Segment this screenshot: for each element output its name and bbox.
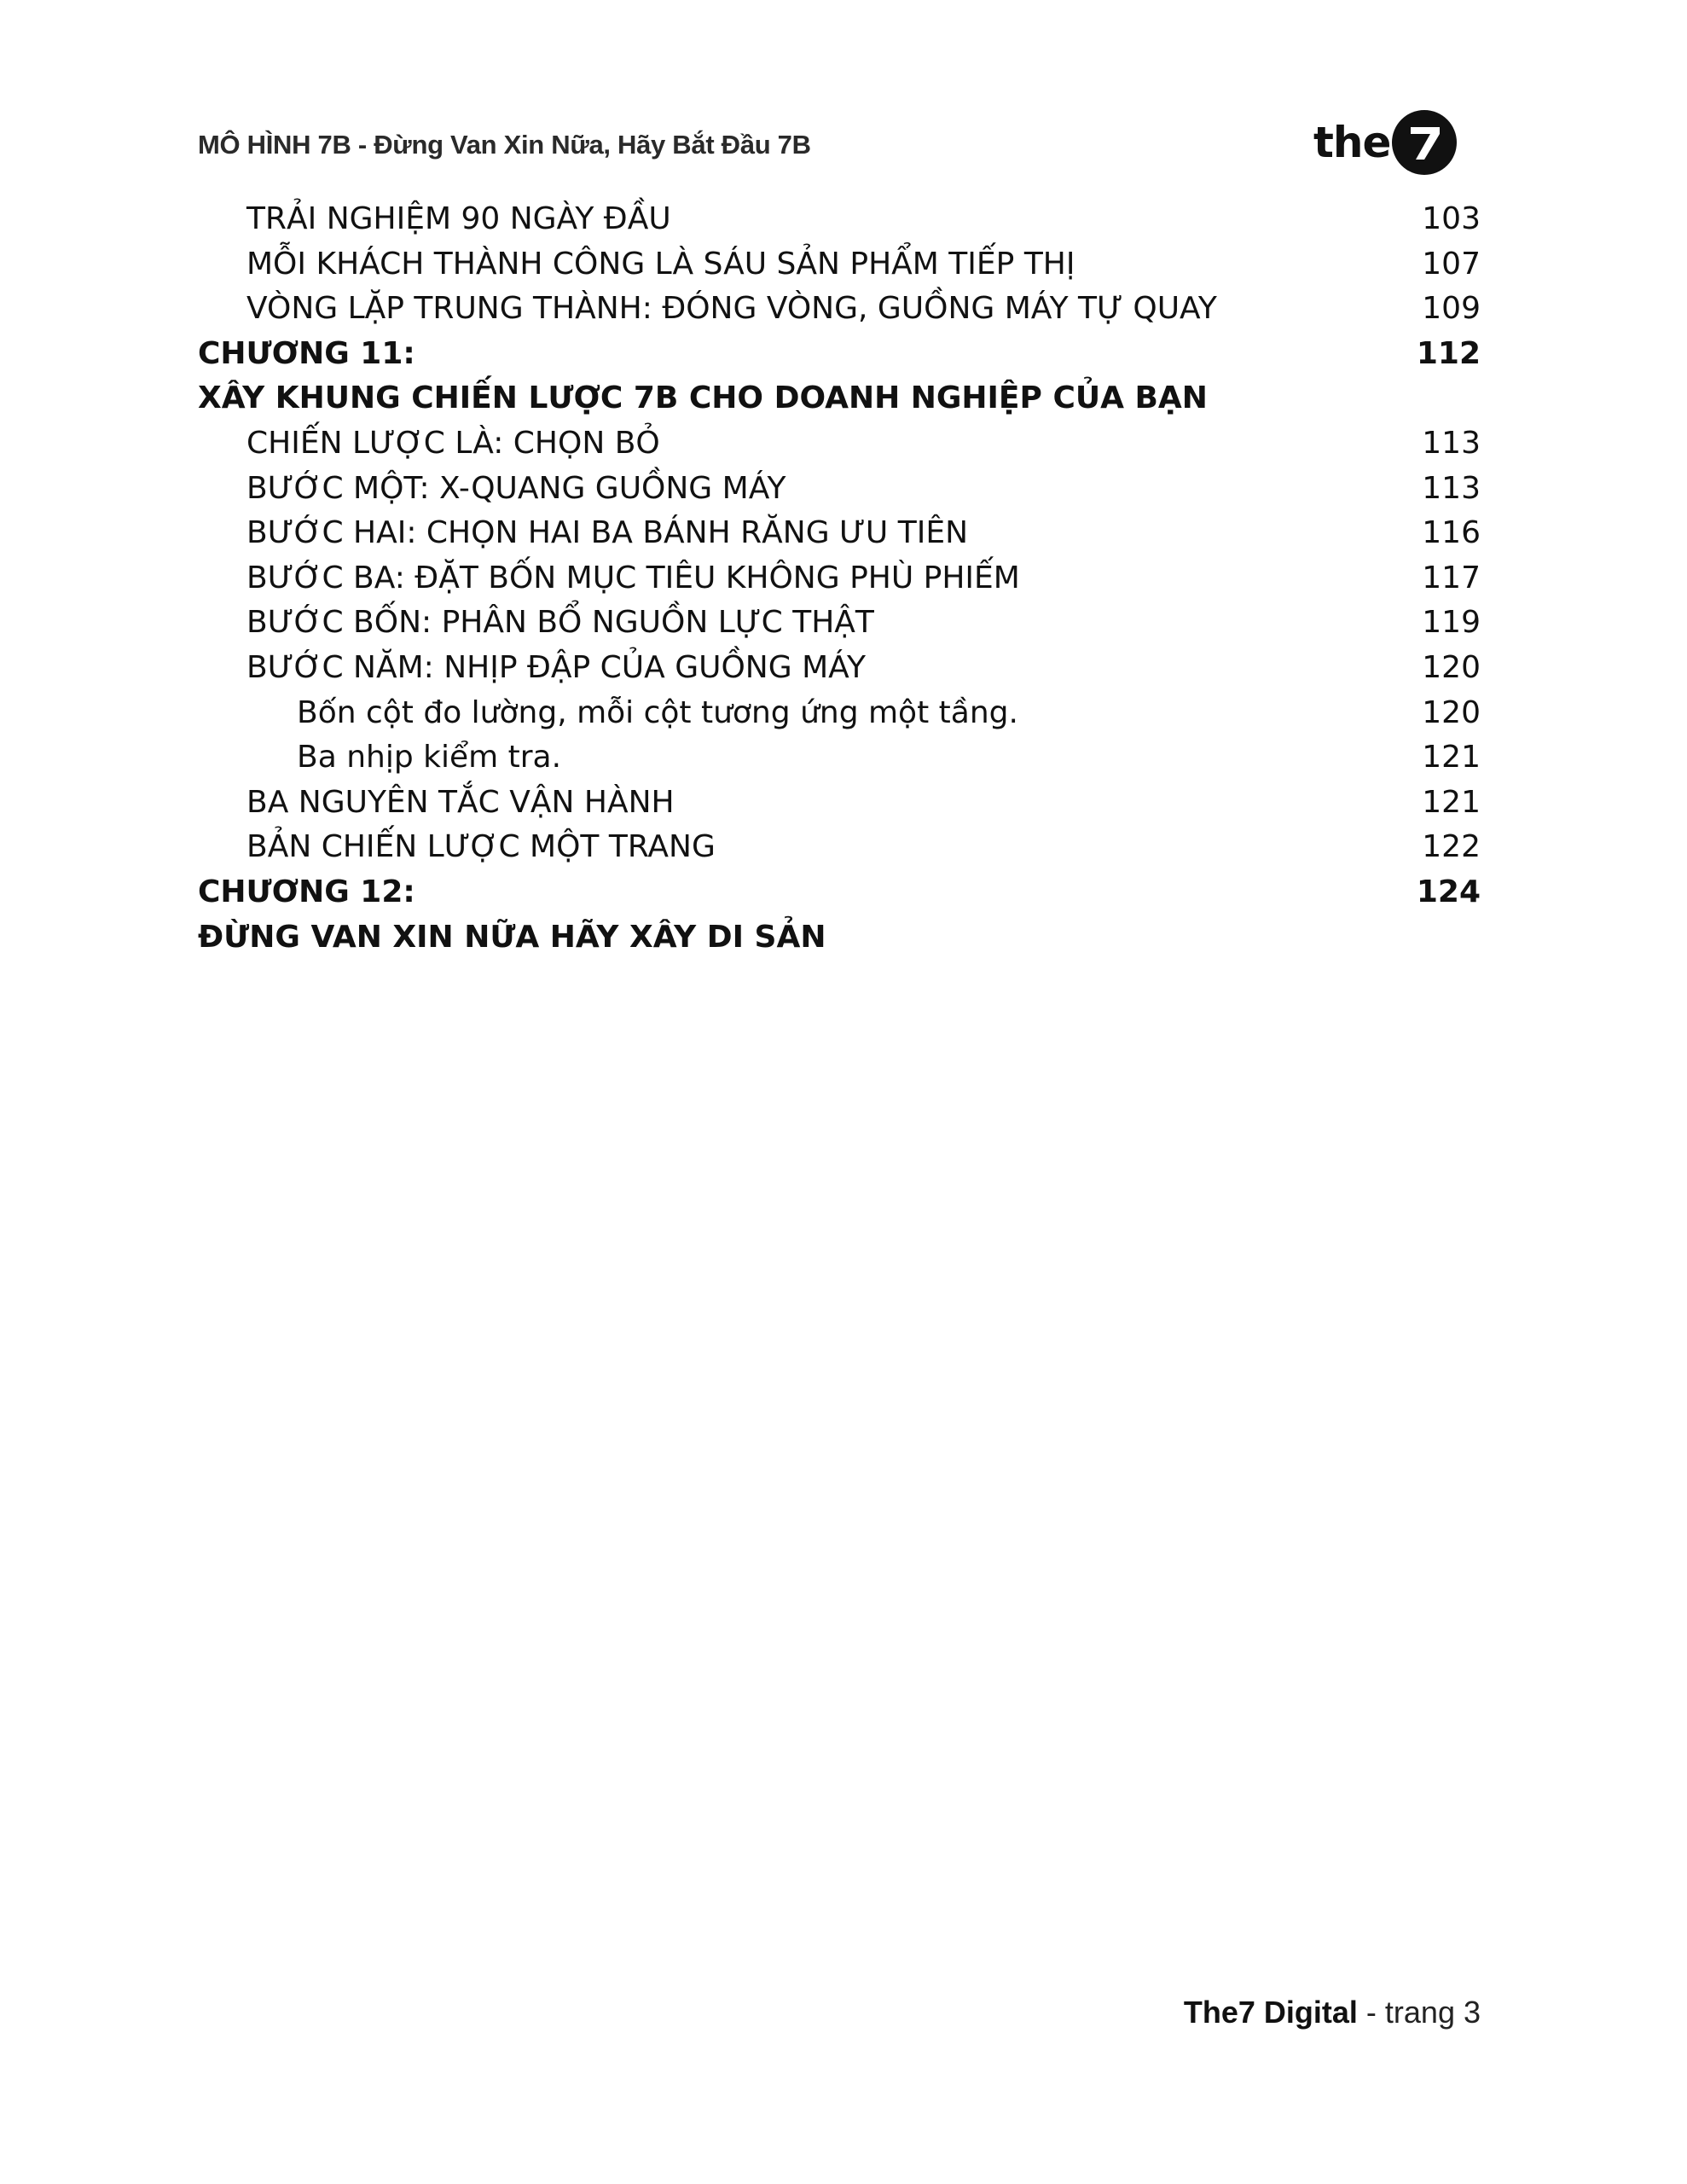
toc-entry[interactable] [198,287,1481,332]
toc-chapter-number: CHƯƠNG 11: [198,335,415,371]
toc-entry-title: BA NGUYÊN TẮC VẬN HÀNH [246,784,675,820]
toc-entry[interactable] [198,421,1481,467]
toc-entry-page: 103 [1422,201,1481,236]
toc-entry[interactable] [198,601,1481,646]
toc-chapter-page: 124 [1416,874,1481,909]
toc-entry-page: 113 [1422,425,1481,461]
toc-entry-title: BƯỚC MỘT: X-QUANG GUỒNG MÁY [246,470,786,506]
logo-badge-7-icon [1392,110,1457,175]
page-footer [1184,1995,1481,2030]
toc-chapter-page: 112 [1416,335,1481,371]
the7-logo [1313,109,1457,176]
toc-subentry[interactable] [198,691,1481,736]
toc-chapter-title[interactable] [198,915,1481,961]
toc-subentry-page: 121 [1422,740,1481,775]
logo-wordmark: the [1313,118,1391,167]
toc-entry-title: CHIẾN LƯỢC LÀ: CHỌN BỎ [246,425,660,461]
toc-chapter-heading[interactable] [198,332,1481,377]
toc-entry-page: 120 [1422,649,1481,685]
toc-entry-title: BƯỚC NĂM: NHỊP ĐẬP CỦA GUỒNG MÁY [246,649,866,685]
running-header-title: MÔ HÌNH 7B - Đừng Van Xin Nữa, Hãy Bắt Đầu 7B [198,130,811,160]
toc-entry-page: 109 [1422,291,1481,327]
toc-entry[interactable] [198,242,1481,288]
toc-chapter-heading[interactable] [198,870,1481,915]
toc-subentry-page: 120 [1422,694,1481,730]
table-of-contents [198,197,1481,960]
toc-entry-title: BẢN CHIẾN LƯỢC MỘT TRANG [246,829,716,865]
toc-entry-page: 122 [1422,829,1481,865]
toc-entry-title: BƯỚC HAI: CHỌN HAI BA BÁNH RĂNG ƯU TIÊN [246,515,968,551]
footer-brand: The7 Digital [1183,1995,1358,2030]
toc-entry-page: 113 [1422,470,1481,506]
toc-entry-page: 117 [1422,560,1481,595]
toc-entry-page: 107 [1422,246,1481,282]
toc-entry[interactable] [198,781,1481,826]
toc-entry-page: 119 [1422,605,1481,641]
toc-chapter-title-text: XÂY KHUNG CHIẾN LƯỢC 7B CHO DOANH NGHIỆP CỦA BẠN [198,380,1208,416]
toc-subentry[interactable] [198,735,1481,781]
toc-entry[interactable] [198,197,1481,242]
toc-entry-page: 116 [1422,515,1481,551]
toc-entry[interactable] [198,467,1481,512]
toc-subentry-title: Bốn cột đo lường, mỗi cột tương ứng một tầng. [297,694,1018,730]
toc-entry[interactable] [198,556,1481,601]
toc-entry-page: 121 [1422,784,1481,820]
footer-page-number: - trang 3 [1357,1995,1481,2030]
toc-entry[interactable] [198,646,1481,691]
toc-entry[interactable] [198,511,1481,556]
toc-entry-title: BƯỚC BỐN: PHÂN BỔ NGUỒN LỰC THẬT [246,605,874,641]
toc-entry-title: BƯỚC BA: ĐẶT BỐN MỤC TIÊU KHÔNG PHÙ PHIẾM [246,560,1020,595]
toc-entry-title: VÒNG LẶP TRUNG THÀNH: ĐÓNG VÒNG, GUỒNG MÁY TỰ QUAY [246,291,1217,327]
toc-chapter-title[interactable] [198,376,1481,421]
toc-chapter-number: CHƯƠNG 12: [198,874,415,909]
toc-chapter-title-text: ĐỪNG VAN XIN NỮA HÃY XÂY DI SẢN [198,919,826,955]
toc-subentry-title: Ba nhịp kiểm tra. [297,740,562,775]
toc-entry[interactable] [198,825,1481,870]
toc-entry-title: TRẢI NGHIỆM 90 NGÀY ĐẦU [246,201,671,236]
toc-entry-title: MỖI KHÁCH THÀNH CÔNG LÀ SÁU SẢN PHẨM TIẾP THỊ [246,246,1075,282]
